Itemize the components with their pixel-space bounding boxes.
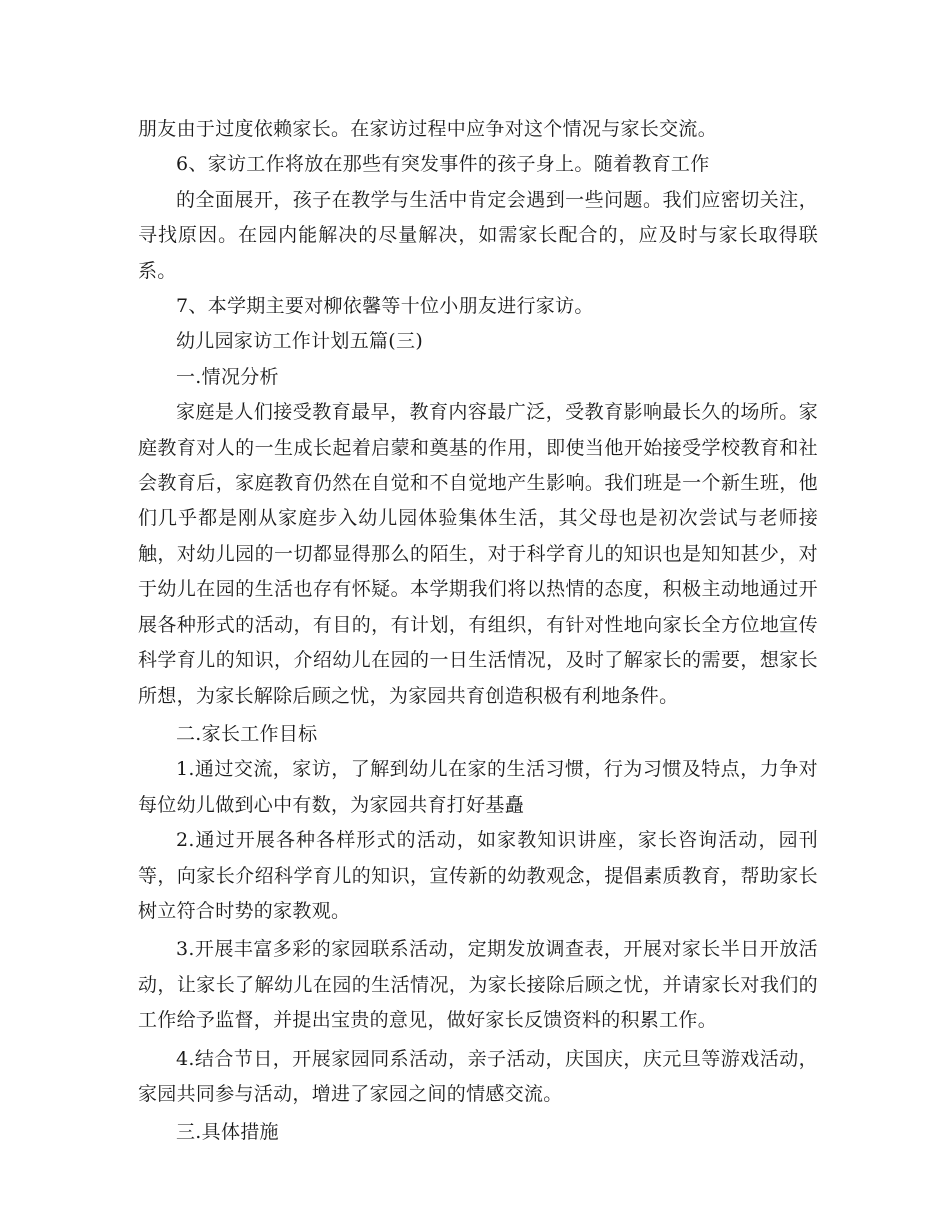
section-heading: 三.具体措施 (176, 1121, 279, 1144)
list-item: 1.通过交流，家访，了解到幼儿在家的生活习惯，行为习惯及特点，力争对每位幼儿做到心中有数，为家园共育打好基矗 (138, 758, 818, 816)
list-item: 4.结合节日，开展家园同系活动，亲子活动，庆国庆，庆元旦等游戏活动，家园共同参与活动，增进了家园之间的情感交流。 (138, 1047, 818, 1105)
section-title: 幼儿园家访工作计划五篇(三) (176, 330, 424, 353)
section-heading: 一.情况分析 (176, 365, 279, 388)
document-body (138, 112, 818, 1151)
list-item: 3.开展丰富多彩的家园联系活动，定期发放调查表，开展对家长半日开放活动，让家长了解幼儿在园的生活情况，为家长接除后顾之忧，并请家长对我们的工作给予监督，并提出宝贵的意见，做好家长反馈资料的积累工作。 (138, 938, 818, 1032)
paragraph: 朋友由于过度依赖家长。在家访过程中应争对这个情况与家长交流。 (138, 118, 718, 140)
list-item: 2.通过开展各种各样形式的活动，如家教知识讲座，家长咨询活动，园刊等，向家长介绍科学育儿的知识，宣传新的幼教观念，提倡素质教育，帮助家长树立符合时势的家教观。 (138, 829, 818, 922)
paragraph: 6、家访工作将放在那些有突发事件的孩子身上。随着教育工作 (176, 153, 710, 176)
paragraph: 的全面展开，孩子在教学与生活中肯定会遇到一些问题。我们应密切关注，寻找原因。在园内能解决的尽量解决，如需家长配合的，应及时与家长取得联系。 (138, 188, 818, 282)
paragraph: 7、本学期主要对柳依馨等十位小朋友进行家访。 (176, 295, 594, 318)
section-heading: 二.家长工作目标 (176, 722, 318, 745)
paragraph: 家庭是人们接受教育最早，教育内容最广泛，受教育影响最长久的场所。家庭教育对人的一生成长起着启蒙和奠基的作用，即使当他开始接受学校教育和社会教育后，家庭教育仍然在自觉和不自觉地产生影响。我们班是一个新生班，他们几乎都是刚从家庭步入幼儿园体验集体生活，其父母也是初次尝试与老师接触，对幼儿园的一切都显得那么的陌生，对于科学育儿的知识也是知知甚少，对于幼儿在园的生活也存有怀疑。本学期我们将以热情的态度，积极主动地通过开展各种形式的活动，有目的，有计划，有组织，有针对性地向家长全方位地宣传科学育儿的知识，介绍幼儿在园的一日生活情况，及时了解家长的需要，想家长所想，为家长解除后顾之忧，为家园共育创造积极有利地条件。 (138, 401, 818, 707)
